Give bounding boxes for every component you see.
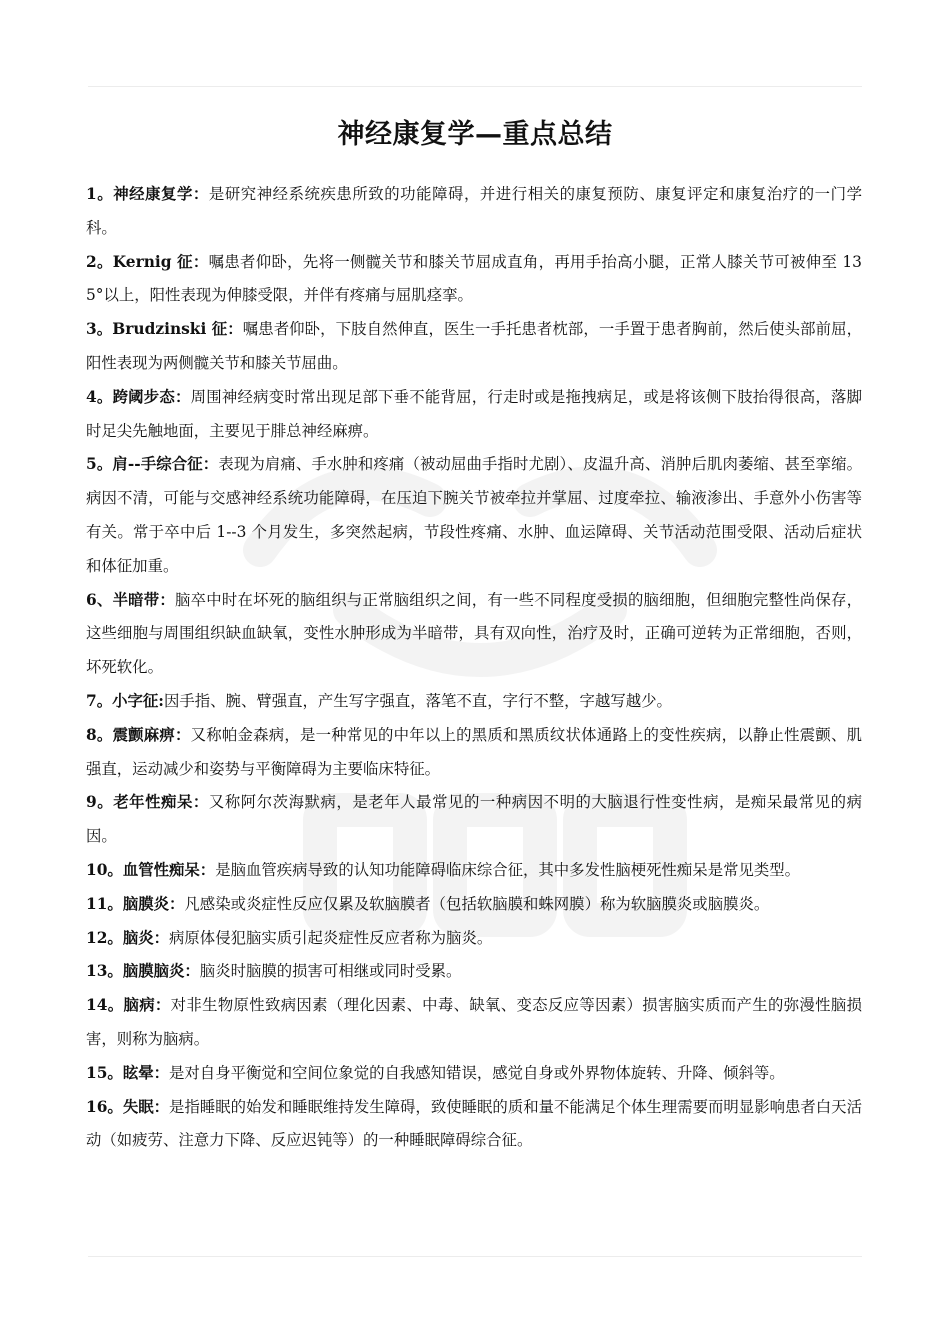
- entry-definition: 是研究神经系统疾患所致的功能障碍，并进行相关的康复预防、康复评定和康复治疗的一门学科。: [86, 185, 862, 237]
- entry-separator: ：: [192, 252, 209, 271]
- entry-7: [86, 685, 862, 719]
- entry-term: 脑病: [123, 996, 155, 1015]
- entry-5: [86, 448, 862, 583]
- entry-separator: ：: [227, 320, 243, 339]
- entry-separator: ：: [175, 725, 191, 744]
- entry-number: 4。: [86, 387, 113, 406]
- entry-number: 3。: [86, 320, 113, 339]
- entry-separator: ：: [154, 996, 171, 1015]
- entry-number: 1。: [86, 185, 114, 203]
- entry-separator: :: [158, 691, 164, 710]
- entry-list: [86, 178, 862, 1158]
- entry-1: [86, 178, 862, 246]
- entry-term: Kernig 征: [112, 252, 193, 271]
- entry-3: [86, 313, 862, 381]
- entry-11: [86, 888, 862, 922]
- entry-2: [86, 246, 862, 314]
- entry-14: [86, 989, 862, 1057]
- entry-separator: ：: [175, 387, 191, 406]
- entry-number: 16。: [86, 1097, 123, 1116]
- entry-number: 15。: [86, 1063, 123, 1082]
- entry-term: 震颤麻痹: [112, 725, 176, 744]
- entry-term: 脑膜脑炎: [122, 962, 185, 981]
- entry-term: 脑膜炎: [122, 894, 169, 913]
- entry-definition: 对非生物原性致病因素（理化因素、中毒、缺氧、变态反应等因素）损害脑实质而产生的弥漫性脑损害，则称为脑病。: [86, 996, 862, 1048]
- entry-term: 老年性痴呆: [113, 793, 193, 812]
- entry-separator: ：: [169, 894, 185, 913]
- entry-definition: 嘱患者仰卧，下肢自然伸直，医生一手托患者枕部，一手置于患者胸前，然后使头部前屈，阳性表现为两侧髋关节和膝关节屈曲。: [86, 320, 862, 372]
- entry-number: 9。: [86, 793, 114, 812]
- entry-term: 血管性痴呆: [122, 860, 200, 879]
- entry-separator: ：: [184, 962, 200, 981]
- entry-number: 13。: [86, 962, 123, 981]
- entry-10: [86, 854, 862, 888]
- entry-12: [86, 922, 862, 956]
- entry-definition: 又称帕金森病，是一种常见的中年以上的黑质和黑质纹状体通路上的变性疾病，以静止性震颤、肌强直，运动减少和姿势与平衡障碍为主要临床特征。: [86, 725, 862, 778]
- entry-definition: 是指睡眠的始发和睡眠维持发生障碍，致使睡眠的质和量不能满足个体生理需要而明显影响患者白天活动（如疲劳、注意力下降、反应迟钝等）的一种睡眠障碍综合征。: [86, 1097, 862, 1150]
- entry-definition: 表现为肩痛、手水肿和疼痛（被动屈曲手指时尤剧）、皮温升高、消肿后肌肉萎缩、甚至挛缩。病因不清，可能与交感神经系统功能障碍，在压迫下腕关节被牵拉并掌屈、过度牵拉、输液渗出、手意外小伤害等有关。常于卒中后 1--3 个月发生，多突然起病，节段性疼痛、水肿、血运障碍、关节活动范围受限、活动后症状和体征加重。: [86, 455, 862, 575]
- entry-number: 2。: [86, 252, 113, 271]
- entry-term: 失眠: [122, 1097, 154, 1116]
- entry-definition: 周围神经病变时常出现足部下垂不能背屈，行走时或是拖拽病足，或是将该侧下肢抬得很高，落脚时足尖先触地面，主要见于腓总神经麻痹。: [86, 387, 862, 440]
- entry-16: [86, 1091, 862, 1159]
- entry-separator: ：: [202, 455, 219, 474]
- entry-term: 小字征: [112, 691, 159, 710]
- entry-separator: ：: [199, 860, 216, 879]
- entry-definition: 是对自身平衡觉和空间位象觉的自我感知错误，感觉自身或外界物体旋转、升降、倾斜等。: [169, 1063, 785, 1082]
- entry-number: 6、: [86, 590, 113, 609]
- entry-separator: ：: [153, 1097, 170, 1116]
- entry-8: [86, 719, 862, 787]
- entry-separator: ：: [153, 1063, 170, 1082]
- entry-15: [86, 1057, 862, 1091]
- entry-definition: 因手指、腕、臂强直，产生写字强直，落笔不直，字行不整，字越写越少。: [163, 691, 672, 710]
- entry-number: 11。: [86, 894, 123, 913]
- entry-number: 12。: [86, 928, 123, 947]
- entry-separator: ：: [159, 590, 176, 609]
- entry-definition: 脑卒中时在坏死的脑组织与正常脑组织之间，有一些不同程度受损的脑细胞，但细胞完整性尚保存，这些细胞与周围组织缺血缺氧，变性水肿形成为半暗带，具有双向性，治疗及时，正确可逆转为正常细胞，否则，坏死软化。: [86, 590, 862, 677]
- entry-definition: 脑炎时脑膜的损害可相继或同时受累。: [199, 962, 462, 981]
- entry-term: 脑炎: [122, 928, 154, 947]
- entry-definition: 是脑血管疾病导致的认知功能障碍临床综合征，其中多发性脑梗死性痴呆是常见类型。: [215, 860, 801, 879]
- entry-definition: 又称阿尔茨海默病，是老年人最常见的一种病因不明的大脑退行性变性病，是痴呆最常见的病因。: [86, 793, 862, 846]
- entry-term: 肩--手综合征: [112, 455, 203, 474]
- entry-number: 7。: [86, 691, 113, 710]
- entry-number: 10。: [86, 860, 123, 879]
- footer-rule: [88, 1256, 862, 1257]
- entry-definition: 病原体侵犯脑实质引起炎症性反应者称为脑炎。: [169, 928, 493, 947]
- entry-separator: ：: [192, 185, 209, 203]
- entry-number: 5。: [86, 455, 113, 474]
- entry-definition: 凡感染或炎症性反应仅累及软脑膜者（包括软脑膜和蛛网膜）称为软脑膜炎或脑膜炎。: [184, 894, 770, 913]
- entry-definition: 嘱患者仰卧，先将一侧髋关节和膝关节屈成直角，再用手抬高小腿，正常人膝关节可被伸至 135°以上，阳性表现为伸膝受限，并伴有疼痛与屈肌痉挛。: [86, 252, 862, 305]
- entry-separator: ：: [153, 928, 170, 947]
- entry-9: [86, 786, 862, 854]
- entry-term: 神经康复学: [113, 185, 193, 203]
- entry-separator: ：: [192, 793, 209, 812]
- entry-term: Brudzinski 征: [112, 320, 228, 339]
- page-title: 神经康复学—重点总结: [337, 119, 613, 150]
- entry-4: [86, 381, 862, 449]
- entry-term: 跨阈步态: [112, 387, 176, 406]
- entry-number: 14。: [86, 996, 124, 1015]
- entry-term: 半暗带: [112, 590, 160, 609]
- entry-number: 8。: [86, 725, 113, 744]
- header-rule: [88, 86, 862, 87]
- entry-13: [86, 955, 862, 989]
- entry-6: [86, 584, 862, 685]
- entry-term: 眩晕: [122, 1063, 154, 1082]
